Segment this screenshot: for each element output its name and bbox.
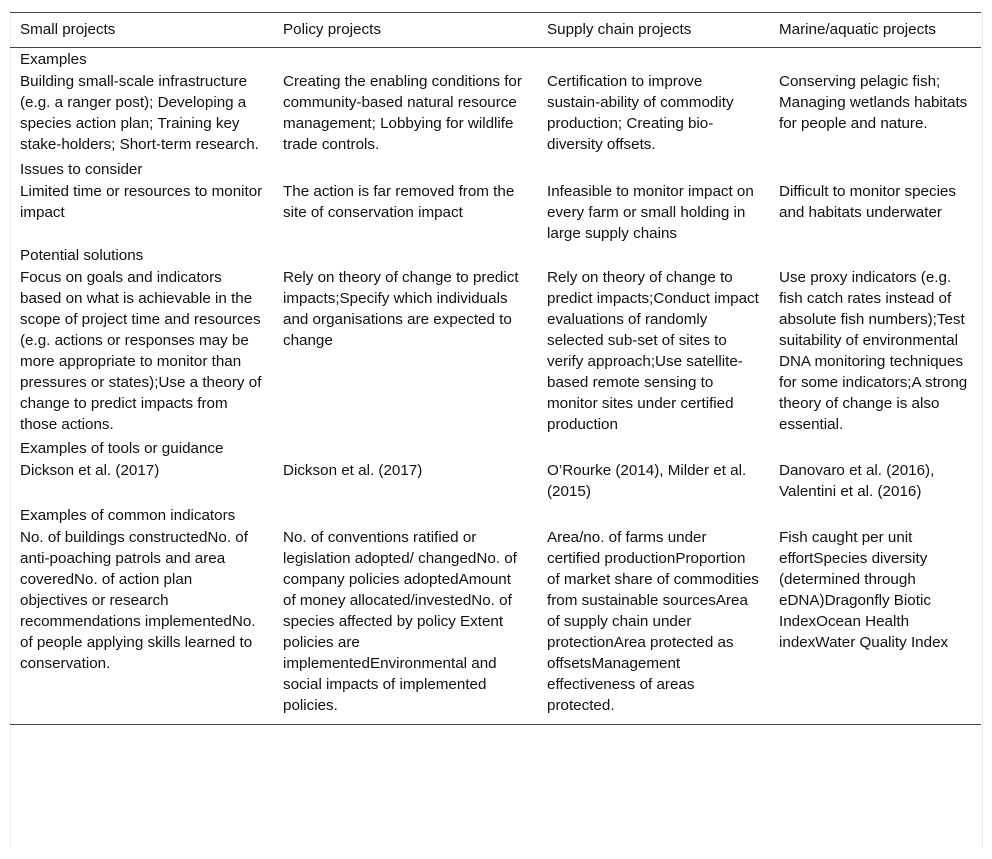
- section-title-examples: Examples: [20, 51, 87, 68]
- section-row: [10, 158, 981, 181]
- header-small-projects: Small projects: [10, 13, 273, 48]
- cell-policy: Rely on theory of change to predict impacts;Specify which individuals and organisations are expected to change: [283, 269, 519, 349]
- cell-marine: Conserving pelagic fish; Managing wetlands habitats for people and nature.: [779, 73, 968, 132]
- section-title-tools: Examples of tools or guidance: [20, 440, 224, 457]
- cell-supply-chain: Infeasible to monitor impact on every farm or small holding in large supply chains: [547, 183, 754, 242]
- section-title-indicators: Examples of common indicators: [20, 507, 236, 524]
- section-title-issues: Issues to consider: [20, 161, 143, 178]
- section-row: [10, 244, 981, 267]
- cell-marine: Fish caught per unit effortSpecies diversity (determined through eDNA)Dragonfly Biotic IndexOcean Health indexWater Quality Index: [769, 527, 981, 725]
- cell-supply-chain: O’Rourke (2014), Milder et al. (2015): [547, 462, 747, 500]
- header-row: [10, 13, 981, 48]
- cell-small: Building small-scale infrastructure (e.g. a ranger post); Developing a species action plan; Training key stake-holders; Short-term research.: [20, 73, 259, 153]
- header-policy-projects: Policy projects: [273, 13, 537, 48]
- cell-supply-chain: Certification to improve sustain-ability of commodity production; Creating bio-diversity offsets.: [547, 73, 734, 153]
- section-title-solutions: Potential solutions: [20, 247, 144, 264]
- table-row: [10, 181, 981, 244]
- table-row: [10, 460, 981, 504]
- cell-small: Limited time or resources to monitor impact: [20, 183, 263, 221]
- cell-marine: Difficult to monitor species and habitats underwater: [779, 183, 956, 221]
- cell-policy: The action is far removed from the site of conservation impact: [283, 183, 515, 221]
- cell-marine: Danovaro et al. (2016), Valentini et al. (2016): [779, 462, 935, 500]
- section-row: [10, 437, 981, 460]
- section-row: [10, 504, 981, 527]
- cell-marine: Use proxy indicators (e.g. fish catch rates instead of absolute fish numbers);Test suitability of environmental DNA monitoring techniques for some indicators;A strong theory of change is also essential.: [779, 269, 968, 433]
- section-row: [10, 48, 981, 72]
- table-row: [10, 527, 981, 725]
- cell-policy: Creating the enabling conditions for community-based natural resource management; Lobbying for wildlife trade controls.: [283, 73, 522, 153]
- cell-supply-chain: Area/no. of farms under certified productionProportion of market share of commodities from sustainable sourcesArea of supply chain under protectionArea protected as offsetsManagement effectiveness of areas protected.: [537, 527, 769, 725]
- cell-small: Dickson et al. (2017): [20, 462, 160, 479]
- conservation-projects-table: [10, 12, 981, 725]
- cell-supply-chain: Rely on theory of change to predict impacts;Conduct impact evaluations of randomly selected sub-set of sites to verify approach;Use satellite-based remote sensing to monitor sites under certified production: [547, 269, 759, 433]
- table-row: [10, 71, 981, 158]
- table-row: [10, 267, 981, 437]
- header-supply-chain-projects: Supply chain projects: [537, 13, 769, 48]
- cell-small: Focus on goals and indicators based on what is achievable in the scope of project time and resources (e.g. actions or responses may be more appropriate to monitor than pressures or states);Use a theory of change to predict impacts from those actions.: [20, 269, 262, 433]
- cell-policy: No. of conventions ratified or legislation adopted/ changedNo. of company policies adoptedAmount of money allocated/investedNo. of species affected by policy Extent policies are implementedEnvironmental and social impacts of implemented policies.: [273, 527, 537, 725]
- cell-small: No. of buildings constructedNo. of anti-poaching patrols and area coveredNo. of action plan objectives or research recommendations implementedNo. of people applying skills learned to conservation.: [10, 527, 273, 725]
- header-marine-aquatic-projects: Marine/aquatic projects: [769, 13, 981, 48]
- cell-policy: Dickson et al. (2017): [283, 462, 423, 479]
